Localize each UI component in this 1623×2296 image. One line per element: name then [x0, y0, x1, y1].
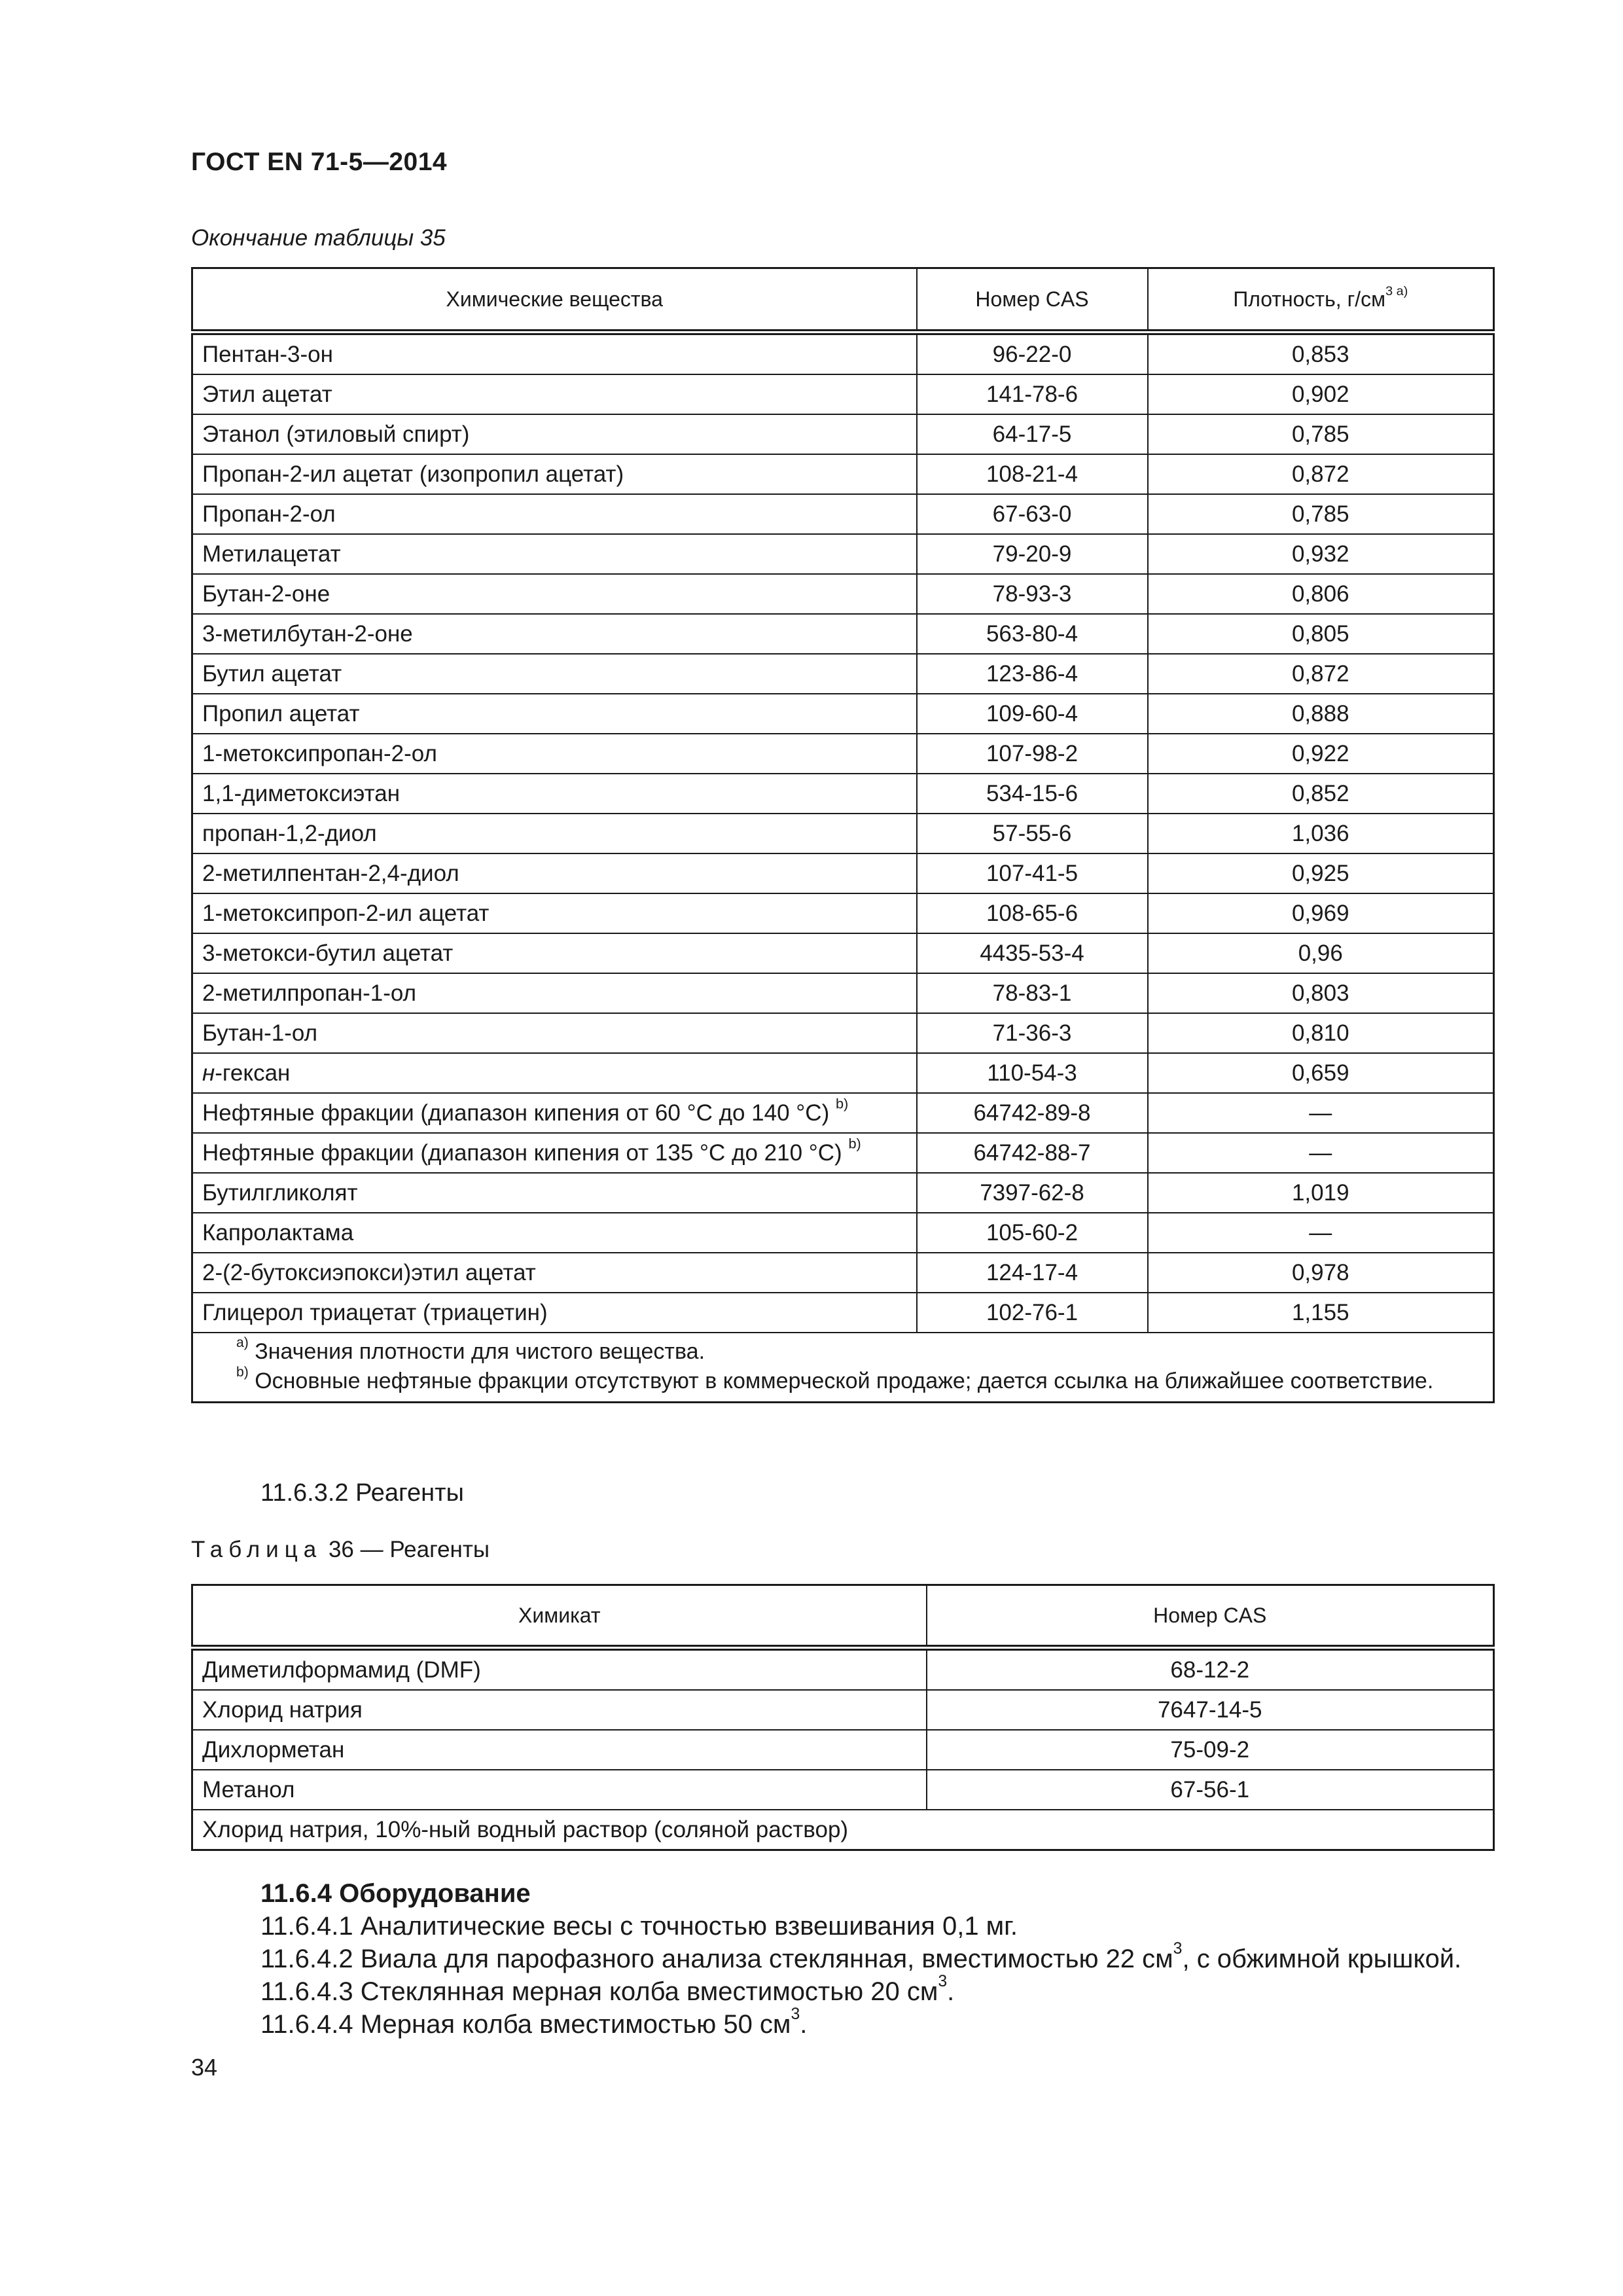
substance-name-cell: Бутан-1-ол	[192, 1013, 917, 1053]
chemical-name-cell: Диметилформамид (DMF)	[192, 1648, 927, 1691]
substance-name-cell: Бутан-2-оне	[192, 574, 917, 614]
cas-number-cell: 64742-88-7	[917, 1133, 1148, 1173]
density-cell: 0,932	[1148, 534, 1494, 574]
table-full-row	[192, 1810, 1494, 1850]
table-row	[192, 1013, 1494, 1053]
table-row	[192, 374, 1494, 414]
substance-name-cell: н-гексан	[192, 1053, 917, 1093]
cas-number-cell: 102-76-1	[917, 1293, 1148, 1333]
density-cell: 0,96	[1148, 933, 1494, 973]
density-cell: 1,155	[1148, 1293, 1494, 1333]
table-header-row	[192, 268, 1494, 332]
substance-name-cell: Глицерол триацетат (триацетин)	[192, 1293, 917, 1333]
table-row	[192, 414, 1494, 454]
density-cell: 1,019	[1148, 1173, 1494, 1213]
substance-name-cell: 2-(2-бутоксиэпокси)этил ацетат	[192, 1253, 917, 1293]
table-35-caption: Окончание таблицы 35	[191, 225, 446, 251]
table-row	[192, 814, 1494, 853]
table-36-caption: Таблица 36 — Реагенты	[191, 1537, 490, 1562]
substance-name-cell: пропан-1,2-диол	[192, 814, 917, 853]
substance-name-cell: 2-метилпропан-1-ол	[192, 973, 917, 1013]
table-row	[192, 893, 1494, 933]
substance-name-cell: Нефтяные фракции (диапазон кипения от 135 °C до 210 °C) $^{b)}$	[192, 1133, 917, 1173]
cas-number-cell: 107-41-5	[917, 853, 1148, 893]
header-cas-number: Номер CAS	[927, 1585, 1494, 1648]
table-row	[192, 574, 1494, 614]
page-number: 34	[191, 2054, 218, 2081]
table-row	[192, 1093, 1494, 1133]
table-row	[192, 454, 1494, 494]
header-substance: Химические вещества	[192, 268, 917, 332]
equipment-item-3: 11.6.4.3 Стеклянная мерная колба вместимостью 20 $см^3$.	[260, 1972, 955, 2006]
document-code: ГОСТ EN 71-5—2014	[191, 148, 448, 176]
table-row	[192, 1648, 1494, 1691]
substance-name-cell: Нефтяные фракции (диапазон кипения от 60 °C до 140 °C) $^{b)}$	[192, 1093, 917, 1133]
cas-number-cell: 4435-53-4	[917, 933, 1148, 973]
substance-name-cell: Капролактама	[192, 1213, 917, 1253]
substance-name-cell: Метилацетат	[192, 534, 917, 574]
density-cell: 0,969	[1148, 893, 1494, 933]
table-35	[191, 267, 1495, 1403]
note-b: $^{b)}$ Основные нефтяные фракции отсутствуют в коммерческой продаже; дается ссылка на ближайшее соответствие.	[236, 1365, 1434, 1393]
table-row	[192, 1690, 1494, 1730]
substance-name-cell: Этанол (этиловый спирт)	[192, 414, 917, 454]
cas-number-cell: 71-36-3	[917, 1013, 1148, 1053]
brine-solution-cell: Хлорид натрия, 10%-ный водный раствор (соляной раствор)	[192, 1810, 1494, 1850]
table-notes-row	[192, 1333, 1494, 1403]
cas-number-cell: 7397-62-8	[917, 1173, 1148, 1213]
substance-name-cell: Бутилгликолят	[192, 1173, 917, 1213]
density-cell: 0,922	[1148, 734, 1494, 774]
density-cell: 1,036	[1148, 814, 1494, 853]
cas-number-cell: 110-54-3	[917, 1053, 1148, 1093]
cas-number-cell: 67-56-1	[927, 1770, 1494, 1810]
cas-number-cell: 75-09-2	[927, 1730, 1494, 1770]
table-36	[191, 1584, 1495, 1851]
equipment-title: 11.6.4 Оборудование	[260, 1879, 531, 1908]
density-cell: —	[1148, 1133, 1494, 1173]
table-row	[192, 774, 1494, 814]
table-row	[192, 1133, 1494, 1173]
substance-name-cell: 3-метилбутан-2-оне	[192, 614, 917, 654]
substance-name-cell: Пропан-2-ол	[192, 494, 917, 534]
cas-number-cell: 78-83-1	[917, 973, 1148, 1013]
cas-number-cell: 67-63-0	[917, 494, 1148, 534]
chemical-name-cell: Хлорид натрия	[192, 1690, 927, 1730]
table-row	[192, 1253, 1494, 1293]
table-row	[192, 734, 1494, 774]
table-row	[192, 973, 1494, 1013]
substance-name-cell: 3-метокси-бутил ацетат	[192, 933, 917, 973]
cas-number-cell: 64742-89-8	[917, 1093, 1148, 1133]
cas-number-cell: 68-12-2	[927, 1648, 1494, 1691]
substance-name-cell: 1-метоксипроп-2-ил ацетат	[192, 893, 917, 933]
cas-number-cell: 108-65-6	[917, 893, 1148, 933]
density-cell: 0,888	[1148, 694, 1494, 734]
cas-number-cell: 108-21-4	[917, 454, 1148, 494]
equipment-item-1: 11.6.4.1 Аналитические весы с точностью взвешивания 0,1 мг.	[260, 1912, 1018, 1941]
density-cell: 0,872	[1148, 654, 1494, 694]
header-density: Плотность, $г/см^{3 а)}$	[1148, 268, 1494, 332]
table-row	[192, 332, 1494, 375]
cas-number-cell: 78-93-3	[917, 574, 1148, 614]
table-row	[192, 534, 1494, 574]
table-row	[192, 1213, 1494, 1253]
substance-name-cell: Пропил ацетат	[192, 694, 917, 734]
table-row	[192, 1053, 1494, 1093]
cas-number-cell: 64-17-5	[917, 414, 1148, 454]
table-row	[192, 614, 1494, 654]
cas-number-cell: 109-60-4	[917, 694, 1148, 734]
substance-name-cell: 1,1-диметоксиэтан	[192, 774, 917, 814]
substance-name-cell: 2-метилпентан-2,4-диол	[192, 853, 917, 893]
table-row	[192, 1770, 1494, 1810]
density-cell: 0,872	[1148, 454, 1494, 494]
equipment-item-2: 11.6.4.2 Виала для парофазного анализа стеклянная, вместимостью 22 $см^3$, с обжимной крышкой.	[260, 1939, 1462, 1973]
chemical-name-cell: Метанол	[192, 1770, 927, 1810]
cas-number-cell: 123-86-4	[917, 654, 1148, 694]
cas-number-cell: 105-60-2	[917, 1213, 1148, 1253]
density-cell: —	[1148, 1093, 1494, 1133]
substance-name-cell: Бутил ацетат	[192, 654, 917, 694]
table-row	[192, 1173, 1494, 1213]
table-row	[192, 1293, 1494, 1333]
header-chemical: Химикат	[192, 1585, 927, 1648]
table-header-row	[192, 1585, 1494, 1648]
density-cell: —	[1148, 1213, 1494, 1253]
note-a: $^{а)}$ Значения плотности для чистого вещества.	[236, 1335, 705, 1364]
table-row	[192, 494, 1494, 534]
density-cell: 0,853	[1148, 332, 1494, 375]
table-row	[192, 853, 1494, 893]
cas-number-cell: 534-15-6	[917, 774, 1148, 814]
substance-name-cell: 1-метоксипропан-2-ол	[192, 734, 917, 774]
cas-number-cell: 141-78-6	[917, 374, 1148, 414]
header-cas-number: Номер CAS	[917, 268, 1148, 332]
cas-number-cell: 107-98-2	[917, 734, 1148, 774]
cas-number-cell: 57-55-6	[917, 814, 1148, 853]
density-cell: 0,785	[1148, 494, 1494, 534]
table-row	[192, 694, 1494, 734]
cas-number-cell: 7647-14-5	[927, 1690, 1494, 1730]
substance-name-cell: Пентан-3-он	[192, 332, 917, 375]
density-cell: 0,785	[1148, 414, 1494, 454]
equipment-item-4: 11.6.4.4 Мерная колба вместимостью 50 $см^3$.	[260, 2005, 808, 2039]
substance-name-cell: Этил ацетат	[192, 374, 917, 414]
cas-number-cell: 563-80-4	[917, 614, 1148, 654]
table-row	[192, 933, 1494, 973]
chemical-name-cell: Дихлорметан	[192, 1730, 927, 1770]
table-notes	[192, 1333, 1494, 1403]
density-cell: 0,852	[1148, 774, 1494, 814]
density-cell: 0,805	[1148, 614, 1494, 654]
density-cell: 0,978	[1148, 1253, 1494, 1293]
density-cell: 0,810	[1148, 1013, 1494, 1053]
cas-number-cell: 79-20-9	[917, 534, 1148, 574]
reagents-section-title: 11.6.3.2 Реагенты	[260, 1479, 464, 1507]
table-row	[192, 1730, 1494, 1770]
cas-number-cell: 96-22-0	[917, 332, 1148, 375]
density-cell: 0,902	[1148, 374, 1494, 414]
table-row	[192, 654, 1494, 694]
equipment-section	[260, 1877, 1461, 2041]
density-cell: 0,803	[1148, 973, 1494, 1013]
density-cell: 0,806	[1148, 574, 1494, 614]
density-cell: 0,925	[1148, 853, 1494, 893]
substance-name-cell: Пропан-2-ил ацетат (изопропил ацетат)	[192, 454, 917, 494]
density-cell: 0,659	[1148, 1053, 1494, 1093]
cas-number-cell: 124-17-4	[917, 1253, 1148, 1293]
